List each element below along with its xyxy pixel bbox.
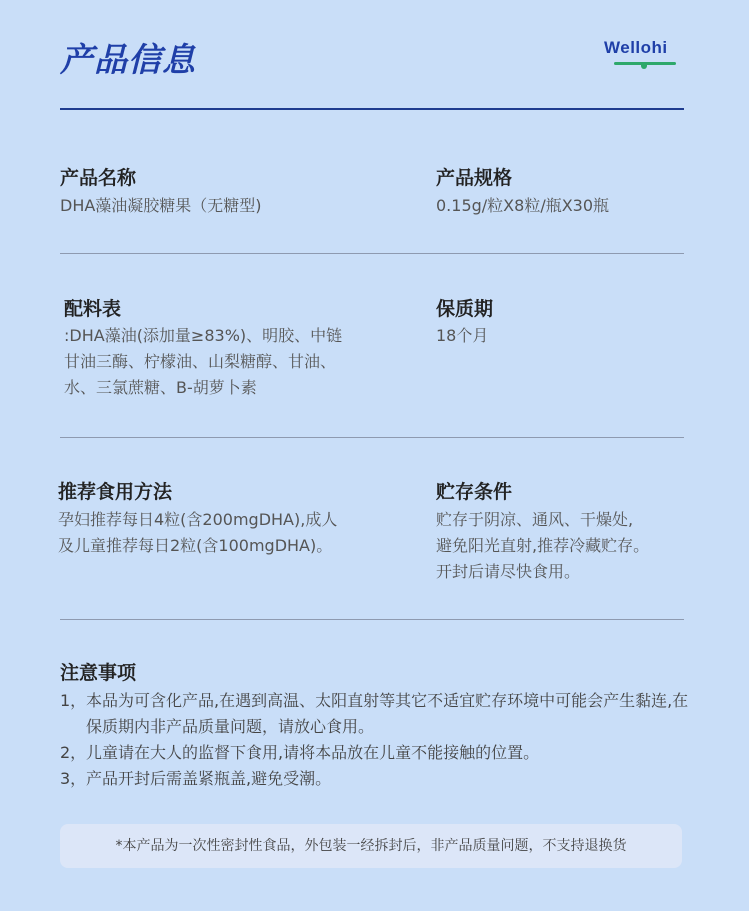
product-spec-label: 产品规格 <box>436 167 513 189</box>
section-divider <box>60 619 684 620</box>
note-text: 产品开封后需盖紧瓶盖,避免受潮。 <box>86 769 332 788</box>
usage-label: 推荐食用方法 <box>58 481 173 503</box>
shelf-life-value: 18个月 <box>436 326 489 345</box>
storage-value: 贮存于阴凉、通风、干燥处, 避免阳光直射,推荐冷藏贮存。 开封后请尽快食用。 <box>436 510 650 581</box>
logo-drop-icon <box>641 64 647 69</box>
ingredients-label: 配料表 <box>64 298 122 320</box>
title-divider <box>60 108 684 110</box>
brand-logo <box>604 38 686 58</box>
product-spec-value: 0.15g/粒X8粒/瓶X30瓶 <box>436 196 610 215</box>
section-divider <box>60 437 684 438</box>
product-name-value: DHA藻油凝胶糖果（无糖型) <box>60 196 262 215</box>
note-item <box>60 766 690 792</box>
note-text: 本品为可含化产品,在遇到高温、太阳直射等其它不适宜贮存环境中可能会产生黏连,在保质期内非产品质量问题，请放心食用。 <box>86 691 689 736</box>
note-number: 1， <box>60 691 87 710</box>
note-number: 3， <box>60 769 87 788</box>
ingredients-value: :DHA藻油(添加量≥83%)、明胶、中链 甘油三酶、柠檬油、山梨糖醇、甘油、 水、三氯蔗糖、B-胡萝卜素 <box>64 326 343 397</box>
note-item <box>60 688 690 740</box>
page-title: 产品信息 <box>60 40 196 79</box>
section-divider <box>60 253 684 254</box>
disclaimer-box: *本产品为一次性密封性食品，外包装一经拆封后，非产品质量问题，不支持退换货 <box>60 824 682 868</box>
logo-text: Wellohi <box>604 38 668 57</box>
notes-title: 注意事项 <box>60 662 137 684</box>
note-number: 2， <box>60 743 87 762</box>
shelf-life-label: 保质期 <box>436 298 494 320</box>
product-name-label: 产品名称 <box>60 167 137 189</box>
note-item <box>60 740 690 766</box>
usage-value: 孕妇推荐每日4粒(含200mgDHA),成人 及儿童推荐每日2粒(含100mgDHA)。 <box>58 510 338 555</box>
notes-list <box>60 688 690 792</box>
note-text: 儿童请在大人的监督下食用,请将本品放在儿童不能接触的位置。 <box>86 743 540 762</box>
storage-label: 贮存条件 <box>436 481 513 503</box>
